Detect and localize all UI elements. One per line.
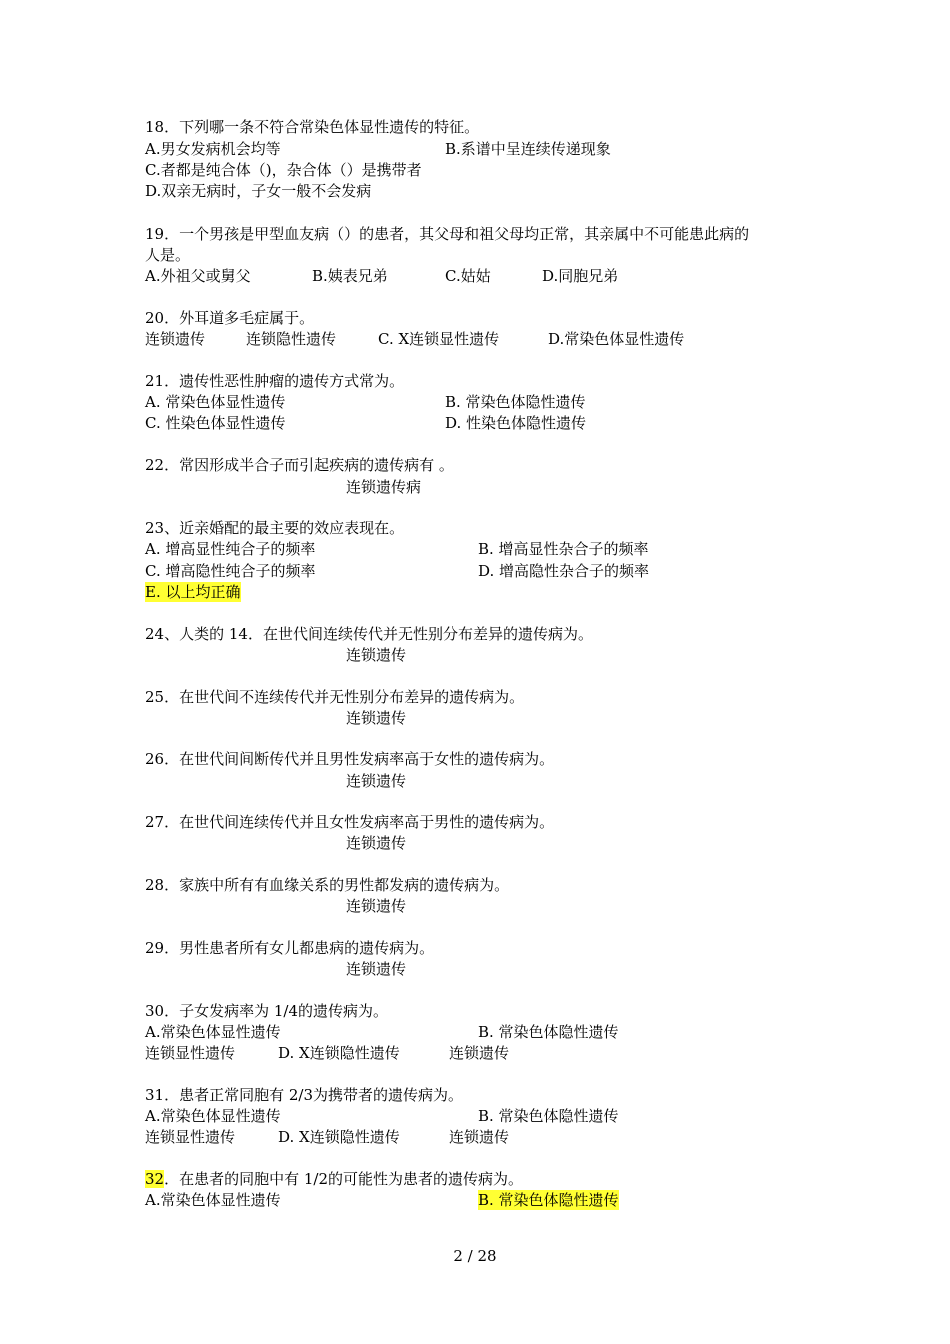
option-31-d: D. X连锁隐性遗传 bbox=[278, 1128, 400, 1146]
question-26: 26．在世代间间断传代并且男性发病率高于女性的遗传病为。 bbox=[145, 750, 555, 768]
option-21-b: B. 常染色体隐性遗传 bbox=[445, 393, 586, 411]
option-20-b: 连锁隐性遗传 bbox=[246, 330, 337, 348]
option-23-a: A. 增高显性纯合子的频率 bbox=[145, 540, 316, 558]
question-19-line1: 19．一个男孩是甲型血友病（）的患者，其父母和祖父母均正常，其亲属中不可能患此病的 bbox=[145, 225, 750, 243]
option-32-b-highlighted: B. 常染色体隐性遗传 bbox=[478, 1191, 619, 1209]
answer-22: 连锁遗传病 bbox=[346, 478, 422, 496]
option-21-c: C. 性染色体显性遗传 bbox=[145, 414, 286, 432]
option-30-c: 连锁显性遗传 bbox=[145, 1044, 236, 1062]
option-18-b: B.系谱中呈连续传递现象 bbox=[445, 140, 611, 158]
question-18: 18．下列哪一条不符合常染色体显性遗传的特征。 bbox=[145, 118, 480, 136]
option-31-e: 连锁遗传 bbox=[449, 1128, 510, 1146]
option-19-a: A.外祖父或舅父 bbox=[145, 267, 251, 285]
option-23-d: D. 增高隐性杂合子的频率 bbox=[478, 562, 650, 580]
question-25: 25．在世代间不连续传代并无性别分布差异的遗传病为。 bbox=[145, 688, 525, 706]
question-32-text: ．在患者的同胞中有 1/2的可能性为患者的遗传病为。 bbox=[164, 1170, 524, 1188]
answer-28: 连锁遗传 bbox=[346, 897, 407, 915]
question-24: 24、人类的 14．在世代间连续传代并无性别分布差异的遗传病为。 bbox=[145, 625, 593, 643]
option-21-a: A. 常染色体显性遗传 bbox=[145, 393, 286, 411]
question-31: 31．患者正常同胞有 2/3为携带者的遗传病为。 bbox=[145, 1086, 463, 1104]
option-30-b: B. 常染色体隐性遗传 bbox=[478, 1023, 619, 1041]
question-23: 23、近亲婚配的最主要的效应表现在。 bbox=[145, 519, 405, 537]
option-18-c: C.者都是纯合体（)，杂合体（）是携带者 bbox=[145, 161, 422, 179]
option-30-a: A.常染色体显性遗传 bbox=[145, 1023, 281, 1041]
option-20-a: 连锁遗传 bbox=[145, 330, 206, 348]
option-31-c: 连锁显性遗传 bbox=[145, 1128, 236, 1146]
question-27: 27．在世代间连续传代并且女性发病率高于男性的遗传病为。 bbox=[145, 813, 555, 831]
option-32-a: A.常染色体显性遗传 bbox=[145, 1191, 281, 1209]
option-30-d: D. X连锁隐性遗传 bbox=[278, 1044, 400, 1062]
option-18-a: A.男女发病机会均等 bbox=[145, 140, 281, 158]
answer-25: 连锁遗传 bbox=[346, 709, 407, 727]
page-number: 2 / 28 bbox=[453, 1247, 497, 1265]
answer-29: 连锁遗传 bbox=[346, 960, 407, 978]
option-18-d: D.双亲无病时，子女一般不会发病 bbox=[145, 182, 372, 200]
option-20-d: D.常染色体显性遗传 bbox=[548, 330, 685, 348]
option-19-b: B.姨表兄弟 bbox=[312, 267, 388, 285]
option-20-c: C. X连锁显性遗传 bbox=[378, 330, 500, 348]
option-31-b: B. 常染色体隐性遗传 bbox=[478, 1107, 619, 1125]
option-21-d: D. 性染色体隐性遗传 bbox=[445, 414, 587, 432]
answer-27: 连锁遗传 bbox=[346, 834, 407, 852]
question-32 bbox=[145, 1169, 523, 1189]
question-19-line2: 人是。 bbox=[145, 246, 191, 264]
option-23-c: C. 增高隐性纯合子的频率 bbox=[145, 562, 316, 580]
option-30-e: 连锁遗传 bbox=[449, 1044, 510, 1062]
answer-24: 连锁遗传 bbox=[346, 646, 407, 664]
question-28: 28．家族中所有有血缘关系的男性都发病的遗传病为。 bbox=[145, 876, 510, 894]
option-19-d: D.同胞兄弟 bbox=[542, 267, 619, 285]
answer-26: 连锁遗传 bbox=[346, 772, 407, 790]
question-22: 22．常因形成半合子而引起疾病的遗传病有 。 bbox=[145, 456, 454, 474]
question-20: 20．外耳道多毛症属于。 bbox=[145, 309, 315, 327]
option-23-e-highlighted: E. 以上均正确 bbox=[145, 583, 241, 601]
option-31-a: A.常染色体显性遗传 bbox=[145, 1107, 281, 1125]
option-23-b: B. 增高显性杂合子的频率 bbox=[478, 540, 649, 558]
question-30: 30．子女发病率为 1/4的遗传病为。 bbox=[145, 1002, 388, 1020]
option-19-c: C.姑姑 bbox=[445, 267, 491, 285]
question-21: 21．遗传性恶性肿瘤的遗传方式常为。 bbox=[145, 372, 405, 390]
question-29: 29．男性患者所有女儿都患病的遗传病为。 bbox=[145, 939, 435, 957]
question-32-number-highlighted: 32 bbox=[145, 1170, 165, 1188]
